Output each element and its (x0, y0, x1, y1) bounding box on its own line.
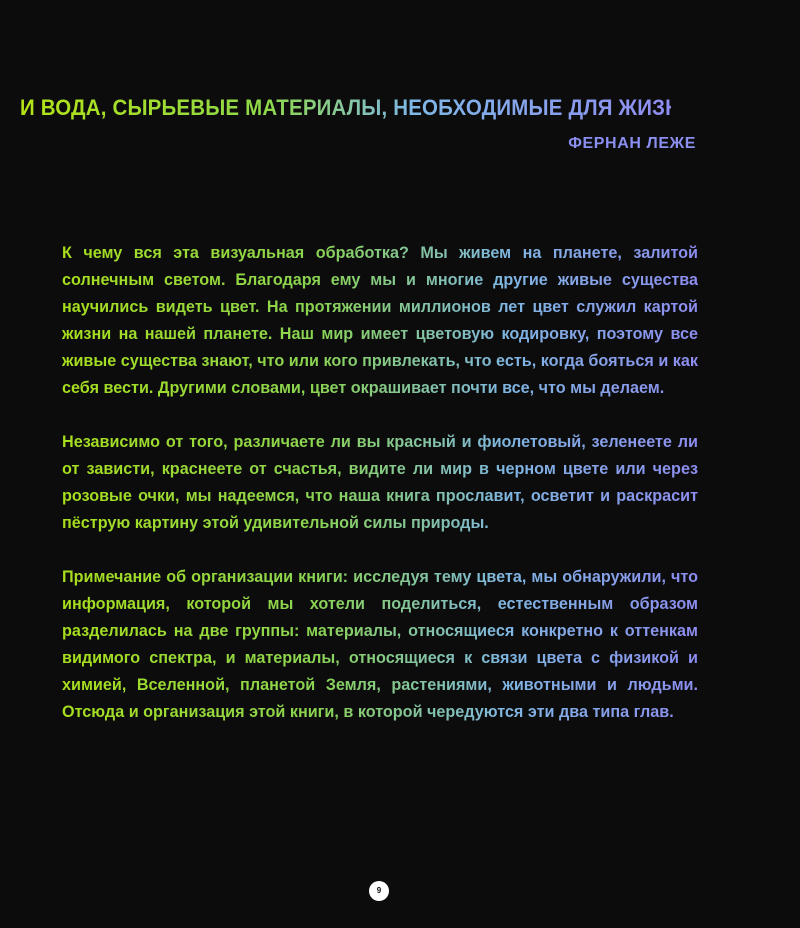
page-number-badge: 9 (369, 881, 389, 901)
paragraph-3: Примечание об организации книги: исследуя тему цвета, мы обнаружили, что информация, которой мы хотели поделиться, естественным образом разделилась на две группы: материалы, относящиеся конкретно к оттенкам видимого спектра, и материалы, относящиеся к связи цвета с физикой и химией, Вселенной, планетой Земля, растениями, животными и людьми. Отсюда и организация этой книги, в которой чередуются эти два типа глав. (62, 564, 698, 726)
body-text (62, 240, 698, 753)
epigraph-quote: И ВОДА, СЫРЬЕВЫЕ МАТЕРИАЛЫ, НЕОБХОДИМЫЕ ДЛЯ ЖИЗНИ. (20, 92, 671, 124)
paragraph-1: К чему вся эта визуальная обработка? Мы живем на планете, залитой солнечным светом. Благодаря ему мы и многие другие живые существа научились видеть цвет. На протяжении миллионов лет цвет служил картой жизни на нашей планете. Наш мир имеет цветовую кодировку, поэтому все живые существа знают, что или кого привлекать, что есть, когда бояться и как себя вести. Другими словами, цвет окрашивает почти все, что мы делаем. (62, 240, 698, 402)
epigraph-author: ФЕРНАН ЛЕЖЕ (568, 135, 696, 152)
paragraph-2: Независимо от того, различаете ли вы красный и фиолетовый, зеленеете ли от зависти, краснеете от счастья, видите ли мир в черном цвете или через розовые очки, мы надеемся, что наша книга прославит, осветит и раскрасит пёструю картину этой удивительной силы природы. (62, 429, 698, 537)
